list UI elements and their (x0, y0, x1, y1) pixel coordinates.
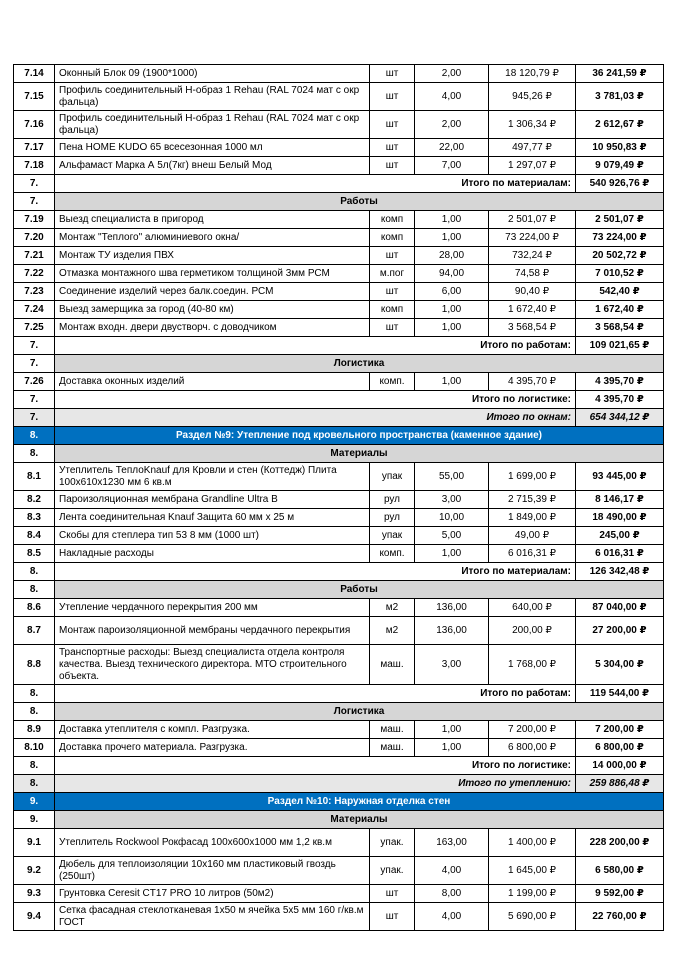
item-total: 8 146,17 ₽ (576, 491, 664, 509)
item-price: 7 200,00 ₽ (489, 721, 576, 739)
item-quantity: 1,00 (415, 319, 489, 337)
item-quantity: 1,00 (415, 373, 489, 391)
item-total: 22 760,00 ₽ (576, 903, 664, 931)
item-unit: м.пог (370, 265, 415, 283)
subheader-label: Логистика (55, 703, 664, 721)
subtotal-label: Итого по работам: (55, 337, 576, 355)
table-row (14, 885, 664, 903)
estimate-table (13, 64, 664, 931)
item-name: Доставка прочего материала. Разгрузка. (55, 739, 370, 757)
item-price: 1 699,00 ₽ (489, 463, 576, 491)
item-quantity: 2,00 (415, 111, 489, 139)
item-name: Оконный Блок 09 (1900*1000) (55, 65, 370, 83)
item-price: 640,00 ₽ (489, 599, 576, 617)
row-number: 8. (14, 445, 55, 463)
item-total: 1 672,40 ₽ (576, 301, 664, 319)
row-number: 7. (14, 391, 55, 409)
item-price: 1 768,00 ₽ (489, 645, 576, 685)
item-name: Доставка оконных изделий (55, 373, 370, 391)
item-total: 93 445,00 ₽ (576, 463, 664, 491)
section-number: 9. (14, 793, 55, 811)
item-quantity: 28,00 (415, 247, 489, 265)
subheader-row (14, 193, 664, 211)
item-quantity: 3,00 (415, 491, 489, 509)
item-total: 245,00 ₽ (576, 527, 664, 545)
subtotal-value: 4 395,70 ₽ (576, 391, 664, 409)
item-unit: м2 (370, 617, 415, 645)
table-row (14, 283, 664, 301)
row-number: 7.18 (14, 157, 55, 175)
table-row (14, 139, 664, 157)
item-price: 73 224,00 ₽ (489, 229, 576, 247)
row-number: 7. (14, 175, 55, 193)
item-unit: комп (370, 211, 415, 229)
subtotal-value: 540 926,76 ₽ (576, 175, 664, 193)
item-price: 2 715,39 ₽ (489, 491, 576, 509)
item-price: 3 568,54 ₽ (489, 319, 576, 337)
item-unit: шт (370, 139, 415, 157)
subtotal-value: 259 886,48 ₽ (576, 775, 664, 793)
table-row (14, 829, 664, 857)
row-number: 7.25 (14, 319, 55, 337)
item-name: Сетка фасадная стеклотканевая 1х50 м ячейка 5х5 мм 160 г/кв.м ГОСТ (55, 903, 370, 931)
item-name: Накладные расходы (55, 545, 370, 563)
item-total: 20 502,72 ₽ (576, 247, 664, 265)
item-total: 10 950,83 ₽ (576, 139, 664, 157)
item-quantity: 4,00 (415, 83, 489, 111)
subheader-row (14, 703, 664, 721)
item-total: 18 490,00 ₽ (576, 509, 664, 527)
subheader-label: Материалы (55, 811, 664, 829)
item-price: 1 400,00 ₽ (489, 829, 576, 857)
table-row (14, 111, 664, 139)
item-name: Дюбель для теплоизоляции 10х160 мм пластиковый гвоздь (250шт) (55, 857, 370, 885)
item-price: 74,58 ₽ (489, 265, 576, 283)
table-row (14, 157, 664, 175)
table-row (14, 857, 664, 885)
subtotal-value: 14 000,00 ₽ (576, 757, 664, 775)
subtotal-row (14, 685, 664, 703)
table-row (14, 301, 664, 319)
item-total: 87 040,00 ₽ (576, 599, 664, 617)
table-row (14, 509, 664, 527)
table-row (14, 65, 664, 83)
item-unit: комп. (370, 373, 415, 391)
item-name: Утепление чердачного перекрытия 200 мм (55, 599, 370, 617)
item-quantity: 1,00 (415, 545, 489, 563)
item-total: 7 010,52 ₽ (576, 265, 664, 283)
table-row (14, 247, 664, 265)
subtotal-label: Итого по работам: (55, 685, 576, 703)
item-quantity: 136,00 (415, 599, 489, 617)
item-name: Профиль соединительный Н-образ 1 Rehau (RAL 7024 мат с окр фальца) (55, 111, 370, 139)
row-number: 8.3 (14, 509, 55, 527)
item-name: Монтаж "Теплого" алюминиевого окна/ (55, 229, 370, 247)
item-price: 1 849,00 ₽ (489, 509, 576, 527)
item-price: 945,26 ₽ (489, 83, 576, 111)
item-unit: комп (370, 229, 415, 247)
item-price: 1 199,00 ₽ (489, 885, 576, 903)
subtotal-value: 126 342,48 ₽ (576, 563, 664, 581)
table-row (14, 211, 664, 229)
subtotal-label: Итого по окнам: (55, 409, 576, 427)
item-name: Доставка утеплителя с компл. Разгрузка. (55, 721, 370, 739)
row-number: 8.2 (14, 491, 55, 509)
subheader-row (14, 811, 664, 829)
row-number: 7.15 (14, 83, 55, 111)
item-name: Утеплитель Rockwool Рокфасад 100х600х1000 мм 1,2 кв.м (55, 829, 370, 857)
item-price: 1 297,07 ₽ (489, 157, 576, 175)
item-unit: шт (370, 83, 415, 111)
table-row (14, 527, 664, 545)
row-number: 8.7 (14, 617, 55, 645)
table-row (14, 265, 664, 283)
subheader-row (14, 581, 664, 599)
table-row (14, 319, 664, 337)
item-price: 732,24 ₽ (489, 247, 576, 265)
item-total: 36 241,59 ₽ (576, 65, 664, 83)
item-price: 1 306,34 ₽ (489, 111, 576, 139)
item-unit: маш. (370, 721, 415, 739)
subtotal-label: Итого по логистике: (55, 757, 576, 775)
item-price: 49,00 ₽ (489, 527, 576, 545)
row-number: 7.24 (14, 301, 55, 319)
subtotal-label: Итого по материалам: (55, 175, 576, 193)
section-header-row (14, 427, 664, 445)
subheader-label: Работы (55, 581, 664, 599)
item-total: 2 612,67 ₽ (576, 111, 664, 139)
item-name: Утеплитель ТеплоKnauf для Кровли и стен (Коттедж) Плита 100х610х1230 мм 6 кв.м (55, 463, 370, 491)
item-total: 6 580,00 ₽ (576, 857, 664, 885)
table-row (14, 229, 664, 247)
item-unit: упак. (370, 857, 415, 885)
item-price: 90,40 ₽ (489, 283, 576, 301)
item-unit: упак (370, 463, 415, 491)
item-unit: шт (370, 885, 415, 903)
subtotal-row (14, 337, 664, 355)
subheader-label: Логистика (55, 355, 664, 373)
row-number: 7.14 (14, 65, 55, 83)
row-number: 7.23 (14, 283, 55, 301)
item-quantity: 7,00 (415, 157, 489, 175)
row-number: 7.19 (14, 211, 55, 229)
subtotal-value: 109 021,65 ₽ (576, 337, 664, 355)
item-quantity: 1,00 (415, 301, 489, 319)
item-unit: шт (370, 903, 415, 931)
item-unit: шт (370, 247, 415, 265)
item-name: Пена HOME KUDO 65 всесезонная 1000 мл (55, 139, 370, 157)
row-number: 9. (14, 811, 55, 829)
item-unit: шт (370, 157, 415, 175)
item-unit: м2 (370, 599, 415, 617)
row-number: 7.20 (14, 229, 55, 247)
row-number: 7.21 (14, 247, 55, 265)
item-price: 1 645,00 ₽ (489, 857, 576, 885)
item-unit: комп (370, 301, 415, 319)
item-total: 228 200,00 ₽ (576, 829, 664, 857)
item-quantity: 4,00 (415, 903, 489, 931)
item-name: Транспортные расходы: Выезд специалиста отдела контроля качества. Выезд технического директора. МТО строительного объекта. (55, 645, 370, 685)
grand-total-row (14, 409, 664, 427)
subtotal-row (14, 391, 664, 409)
row-number: 8.10 (14, 739, 55, 757)
row-number: 8.5 (14, 545, 55, 563)
table-row (14, 373, 664, 391)
subtotal-row (14, 175, 664, 193)
item-quantity: 1,00 (415, 211, 489, 229)
row-number: 7. (14, 409, 55, 427)
row-number: 8.4 (14, 527, 55, 545)
item-quantity: 8,00 (415, 885, 489, 903)
table-row (14, 599, 664, 617)
item-total: 4 395,70 ₽ (576, 373, 664, 391)
item-quantity: 4,00 (415, 857, 489, 885)
row-number: 8. (14, 563, 55, 581)
item-name: Выезд замерщика за город (40-80 км) (55, 301, 370, 319)
item-price: 18 120,79 ₽ (489, 65, 576, 83)
item-total: 3 568,54 ₽ (576, 319, 664, 337)
item-name: Монтаж входн. двери двустворч. с доводчиком (55, 319, 370, 337)
item-total: 6 800,00 ₽ (576, 739, 664, 757)
subtotal-value: 654 344,12 ₽ (576, 409, 664, 427)
item-unit: упак (370, 527, 415, 545)
item-name: Грунтовка Ceresit CT17 PRO 10 литров (50м2) (55, 885, 370, 903)
table-row (14, 645, 664, 685)
table-row (14, 463, 664, 491)
row-number: 8. (14, 775, 55, 793)
item-total: 73 224,00 ₽ (576, 229, 664, 247)
item-quantity: 55,00 (415, 463, 489, 491)
item-unit: рул (370, 509, 415, 527)
section-header-row (14, 793, 664, 811)
subtotal-label: Итого по материалам: (55, 563, 576, 581)
item-total: 9 592,00 ₽ (576, 885, 664, 903)
item-price: 6 016,31 ₽ (489, 545, 576, 563)
section-number: 8. (14, 427, 55, 445)
item-quantity: 94,00 (415, 265, 489, 283)
item-total: 542,40 ₽ (576, 283, 664, 301)
row-number: 7. (14, 193, 55, 211)
item-name: Соединение изделий через балк.соедин. РСМ (55, 283, 370, 301)
item-name: Отмазка монтажного шва герметиком толщиной 3мм РСМ (55, 265, 370, 283)
item-quantity: 163,00 (415, 829, 489, 857)
row-number: 8.6 (14, 599, 55, 617)
subheader-label: Работы (55, 193, 664, 211)
table-row (14, 83, 664, 111)
item-price: 4 395,70 ₽ (489, 373, 576, 391)
item-total: 5 304,00 ₽ (576, 645, 664, 685)
table-row (14, 903, 664, 931)
section-title: Раздел №9: Утепление под кровельного пространства (каменное здание) (55, 427, 664, 445)
row-number: 8.1 (14, 463, 55, 491)
item-unit: шт (370, 111, 415, 139)
item-total: 3 781,03 ₽ (576, 83, 664, 111)
item-quantity: 6,00 (415, 283, 489, 301)
subheader-row (14, 445, 664, 463)
subheader-label: Материалы (55, 445, 664, 463)
subtotal-label: Итого по логистике: (55, 391, 576, 409)
row-number: 8. (14, 703, 55, 721)
item-quantity: 136,00 (415, 617, 489, 645)
item-price: 5 690,00 ₽ (489, 903, 576, 931)
item-total: 7 200,00 ₽ (576, 721, 664, 739)
row-number: 9.4 (14, 903, 55, 931)
item-unit: рул (370, 491, 415, 509)
item-quantity: 1,00 (415, 229, 489, 247)
item-price: 200,00 ₽ (489, 617, 576, 645)
row-number: 7. (14, 355, 55, 373)
item-quantity: 1,00 (415, 721, 489, 739)
row-number: 7.26 (14, 373, 55, 391)
item-unit: маш. (370, 645, 415, 685)
item-name: Лента соединительная Knauf Защита 60 мм х 25 м (55, 509, 370, 527)
table-row (14, 491, 664, 509)
item-name: Пароизоляционная мембрана Grandline Ultra B (55, 491, 370, 509)
item-unit: шт (370, 283, 415, 301)
row-number: 7.22 (14, 265, 55, 283)
item-name: Монтаж ТУ изделия ПВХ (55, 247, 370, 265)
item-unit: шт (370, 319, 415, 337)
item-price: 1 672,40 ₽ (489, 301, 576, 319)
row-number: 8. (14, 581, 55, 599)
row-number: 9.2 (14, 857, 55, 885)
row-number: 8. (14, 685, 55, 703)
item-total: 6 016,31 ₽ (576, 545, 664, 563)
subheader-row (14, 355, 664, 373)
item-total: 27 200,00 ₽ (576, 617, 664, 645)
item-quantity: 3,00 (415, 645, 489, 685)
section-title: Раздел №10: Наружная отделка стен (55, 793, 664, 811)
item-name: Скобы для степлера тип 53 8 мм (1000 шт) (55, 527, 370, 545)
subtotal-label: Итого по утеплению: (55, 775, 576, 793)
row-number: 8.8 (14, 645, 55, 685)
item-name: Альфамаст Марка А 5л(7кг) внеш Белый Мод (55, 157, 370, 175)
table-row (14, 617, 664, 645)
item-quantity: 10,00 (415, 509, 489, 527)
item-name: Профиль соединительный Н-образ 1 Rehau (RAL 7024 мат с окр фальца) (55, 83, 370, 111)
item-name: Монтаж пароизоляционной мембраны чердачного перекрытия (55, 617, 370, 645)
item-price: 497,77 ₽ (489, 139, 576, 157)
item-unit: маш. (370, 739, 415, 757)
item-quantity: 2,00 (415, 65, 489, 83)
subtotal-row (14, 563, 664, 581)
subtotal-value: 119 544,00 ₽ (576, 685, 664, 703)
item-name: Выезд специалиста в пригород (55, 211, 370, 229)
item-price: 6 800,00 ₽ (489, 739, 576, 757)
row-number: 9.1 (14, 829, 55, 857)
table-row (14, 545, 664, 563)
item-price: 2 501,07 ₽ (489, 211, 576, 229)
row-number: 7.17 (14, 139, 55, 157)
row-number: 8. (14, 757, 55, 775)
table-row (14, 739, 664, 757)
item-unit: шт (370, 65, 415, 83)
row-number: 7.16 (14, 111, 55, 139)
item-quantity: 22,00 (415, 139, 489, 157)
row-number: 9.3 (14, 885, 55, 903)
row-number: 8.9 (14, 721, 55, 739)
row-number: 7. (14, 337, 55, 355)
item-total: 9 079,49 ₽ (576, 157, 664, 175)
item-total: 2 501,07 ₽ (576, 211, 664, 229)
item-unit: комп. (370, 545, 415, 563)
item-unit: упак. (370, 829, 415, 857)
subtotal-row (14, 757, 664, 775)
estimate-table-body (14, 65, 664, 931)
grand-total-row (14, 775, 664, 793)
table-row (14, 721, 664, 739)
item-quantity: 5,00 (415, 527, 489, 545)
item-quantity: 1,00 (415, 739, 489, 757)
